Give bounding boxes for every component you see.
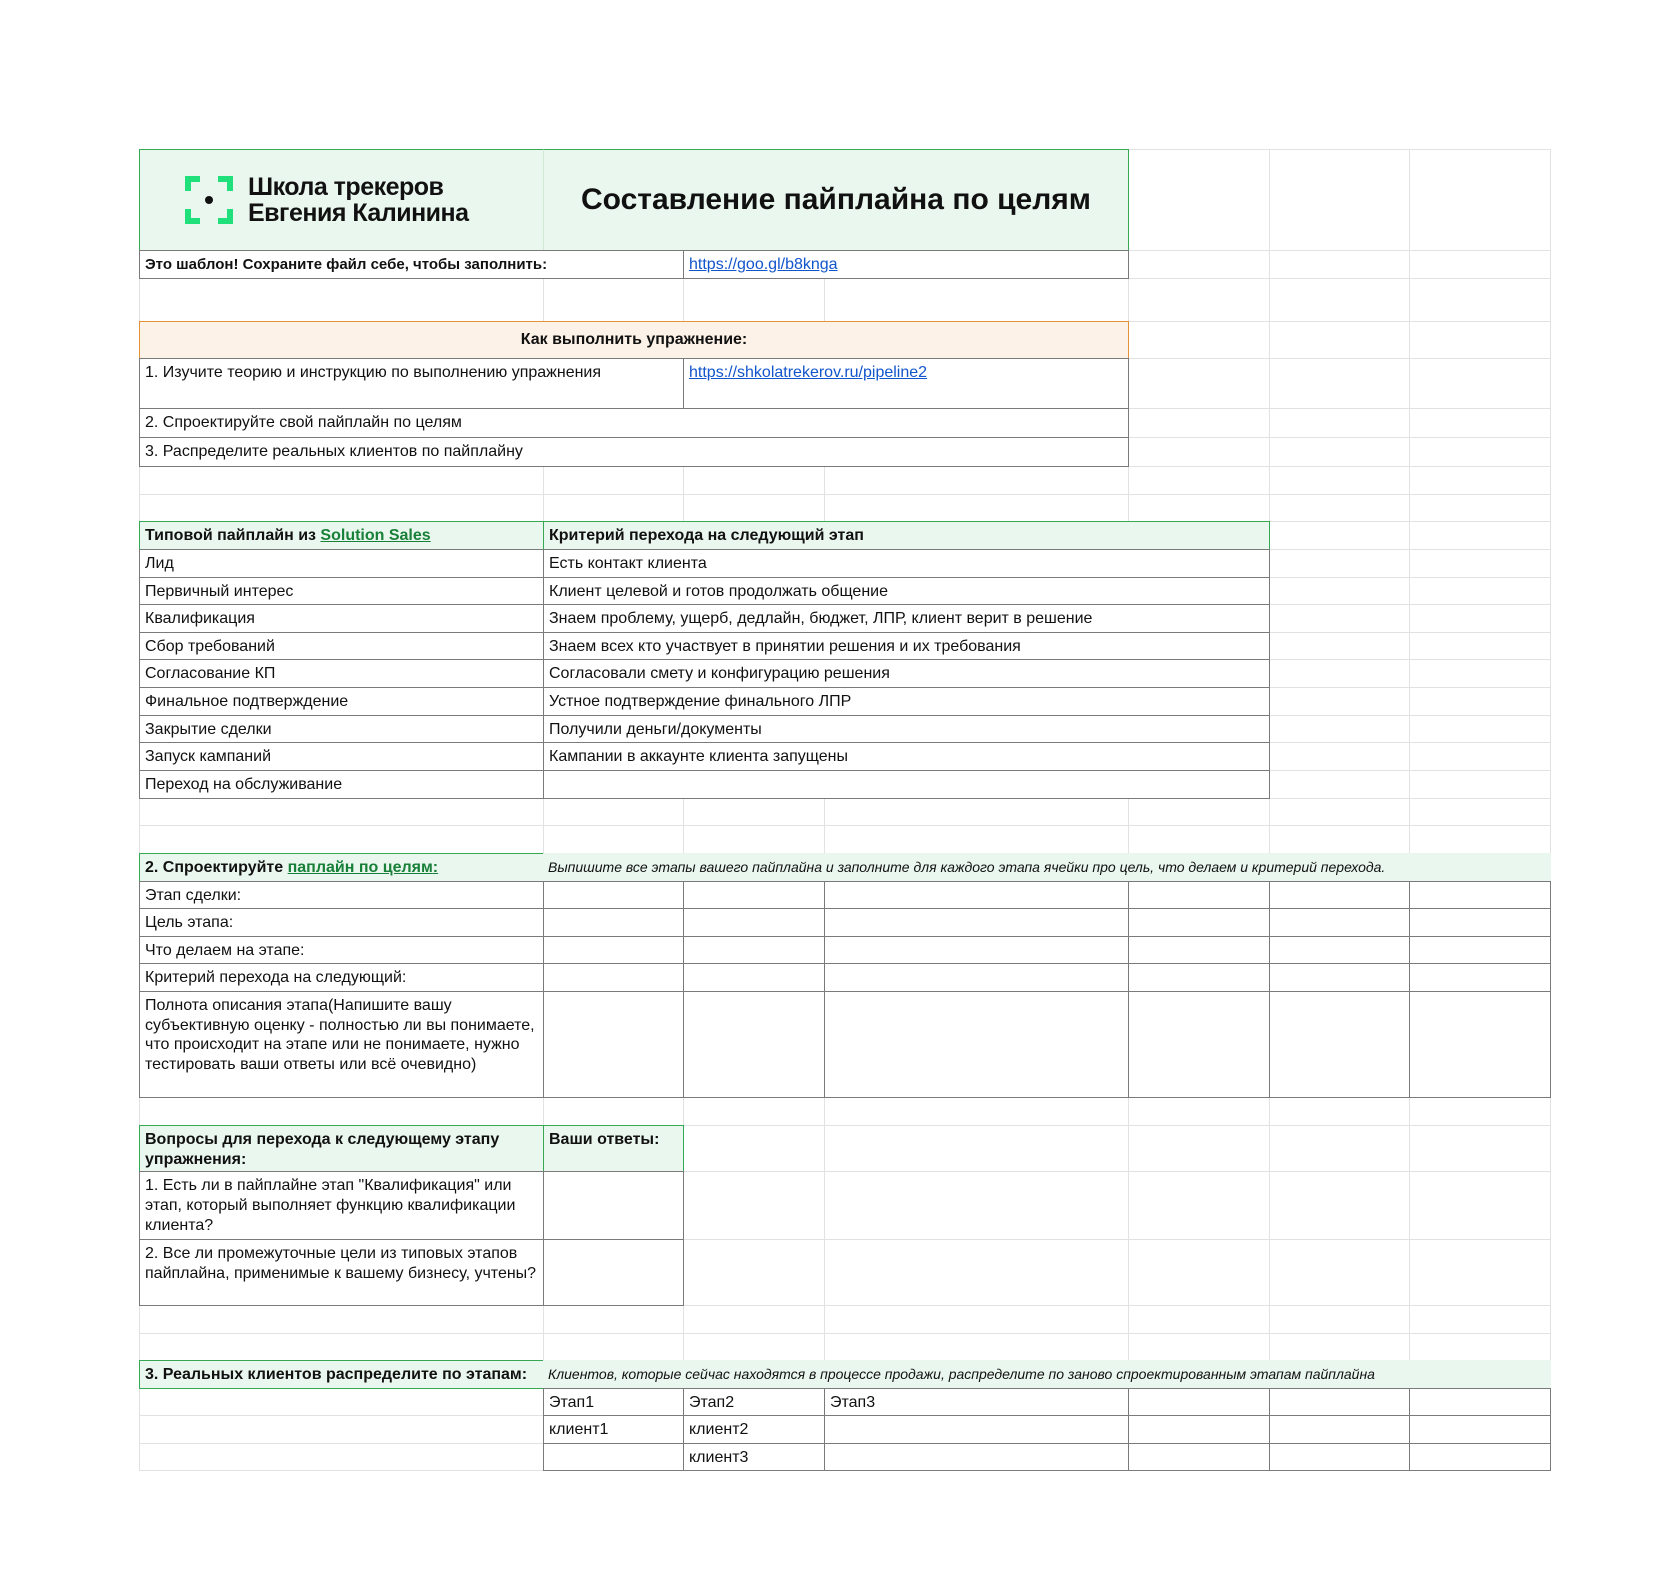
client-grid-cell[interactable]: Этап1 (543, 1388, 684, 1416)
design-input-cell[interactable] (683, 936, 825, 964)
template-link[interactable]: https://goo.gl/b8knga (689, 256, 838, 273)
design-row-label: Полнота описания этапа(Напишите вашу субъективную оценку - полностью ли вы понимаете, что происходит на этапе или не понимаете, нужно тестировать ваши ответы или всё очевидно) (139, 991, 544, 1098)
design-row-label: Цель этапа: (139, 908, 544, 937)
pipeline-stage: Финальное подтверждение (139, 687, 544, 716)
design-input-cell[interactable] (683, 881, 825, 909)
instruction-step-2: 2. Спроектируйте свой пайплайн по целям (139, 408, 1129, 438)
question-item: 2. Все ли промежуточные цели из типовых этапов пайплайна, применимые к вашему бизнесу, учтены? (139, 1239, 544, 1306)
design-input-cell[interactable] (1409, 881, 1551, 909)
client-grid-cell[interactable] (1409, 1443, 1551, 1471)
instruction-link[interactable]: https://shkolatrekerov.ru/pipeline2 (689, 364, 928, 381)
design-input-cell[interactable] (1128, 908, 1270, 937)
pipeline-stage: Запуск кампаний (139, 742, 544, 771)
client-grid-cell[interactable] (1128, 1443, 1270, 1471)
design-input-cell[interactable] (824, 936, 1129, 964)
question-item: 1. Есть ли в пайплайне этап "Квалификация" или этап, который выполняет функцию квалификации клиента? (139, 1171, 544, 1240)
logo-text (248, 174, 469, 226)
gridline (139, 825, 1550, 826)
gridline (1550, 149, 1551, 1470)
logo-cell (139, 149, 544, 251)
design-input-cell[interactable] (1409, 963, 1551, 992)
pipeline-stage: Переход на обслуживание (139, 770, 544, 799)
design-input-cell[interactable] (543, 991, 684, 1098)
design-row-label: Этап сделки: (139, 881, 544, 909)
design-input-cell[interactable] (1269, 936, 1410, 964)
client-grid-cell[interactable] (1409, 1415, 1551, 1444)
design-row-label: Что делаем на этапе: (139, 936, 544, 964)
design-input-cell[interactable] (824, 908, 1129, 937)
pipeline-criterion[interactable]: Знаем проблему, ущерб, дедлайн, бюджет, ЛПР, клиент верит в решение (543, 604, 1270, 633)
gridline (1269, 149, 1270, 1470)
design-input-cell[interactable] (1269, 963, 1410, 992)
typical-pipeline-header (139, 521, 544, 550)
answer-input-cell[interactable] (543, 1239, 684, 1306)
design-input-cell[interactable] (1269, 991, 1410, 1098)
template-link-cell[interactable] (683, 250, 1129, 279)
pipeline-criterion[interactable]: Кампании в аккаунте клиента запущены (543, 742, 1270, 771)
design-input-cell[interactable] (1128, 991, 1270, 1098)
pipeline-criterion[interactable]: Клиент целевой и готов продолжать общение (543, 577, 1270, 605)
design-input-cell[interactable] (824, 881, 1129, 909)
design-input-cell[interactable] (543, 936, 684, 964)
client-grid-cell[interactable]: клиент1 (543, 1415, 684, 1444)
design-row-label: Критерий перехода на следующий: (139, 963, 544, 992)
logo-line1: Школа трекеров (248, 173, 444, 201)
design-input-cell[interactable] (683, 991, 825, 1098)
design-input-cell[interactable] (1128, 936, 1270, 964)
template-notice-label: Это шаблон! Сохраните файл себе, чтобы заполнить: (139, 250, 684, 279)
design-input-cell[interactable] (1269, 881, 1410, 909)
design-input-cell[interactable] (1269, 908, 1410, 937)
typical-pipeline-header-text: Типовой пайплайн из (145, 527, 321, 544)
criteria-header: Критерий перехода на следующий этап (543, 521, 1270, 550)
design-header-text: 2. Спроектируйте (145, 859, 288, 876)
pipeline-stage: Лид (139, 549, 544, 578)
client-grid-cell[interactable]: Этап2 (683, 1388, 825, 1416)
pipeline-criterion[interactable]: Устное подтверждение финального ЛПР (543, 687, 1270, 716)
pipeline-criterion[interactable]: Согласовали смету и конфигурацию решения (543, 659, 1270, 688)
gridline (1409, 149, 1410, 1470)
pipeline-criterion[interactable] (543, 770, 1270, 799)
design-input-cell[interactable] (1409, 908, 1551, 937)
clients-hint: Клиентов, которые сейчас находятся в процессе продажи, распределите по заново спроектированным этапам пайплайна (543, 1360, 1551, 1389)
pipeline-stage: Сбор требований (139, 632, 544, 660)
design-input-cell[interactable] (543, 881, 684, 909)
client-grid-cell[interactable]: Этап3 (824, 1388, 1129, 1416)
gridline (139, 494, 1550, 495)
pipeline-stage: Согласование КП (139, 659, 544, 688)
client-grid-cell[interactable] (543, 1443, 684, 1471)
design-input-cell[interactable] (1128, 963, 1270, 992)
instructions-title: Как выполнить упражнение: (139, 321, 1129, 359)
pipeline-criterion[interactable]: Получили деньги/документы (543, 715, 1270, 743)
client-grid-cell[interactable]: клиент2 (683, 1415, 825, 1444)
design-header-suffix: : (432, 859, 439, 876)
client-grid-cell[interactable] (1409, 1388, 1551, 1416)
clients-header: 3. Реальных клиентов распределите по этапам: (139, 1360, 544, 1389)
design-input-cell[interactable] (824, 991, 1129, 1098)
pipeline-criterion[interactable]: Знаем всех кто участвует в принятии решения и их требования (543, 632, 1270, 660)
design-header (139, 853, 544, 882)
client-grid-cell[interactable] (1128, 1388, 1270, 1416)
instruction-step-1: 1. Изучите теорию и инструкцию по выполнению упражнения (139, 358, 684, 409)
design-input-cell[interactable] (543, 908, 684, 937)
instruction-step-3: 3. Распределите реальных клиентов по пайплайну (139, 437, 1129, 467)
design-input-cell[interactable] (683, 908, 825, 937)
logo-bracket-icon (184, 175, 234, 225)
client-grid-cell[interactable] (824, 1443, 1129, 1471)
pipeline-goals-link[interactable]: паплайн по целям (287, 859, 433, 876)
design-input-cell[interactable] (1128, 881, 1270, 909)
instruction-link-cell[interactable] (683, 358, 1129, 409)
pipeline-stage: Закрытие сделки (139, 715, 544, 743)
page-title: Составление пайплайна по целям (543, 149, 1129, 251)
answer-input-cell[interactable] (543, 1171, 684, 1240)
solution-sales-link[interactable]: Solution Sales (320, 527, 431, 544)
pipeline-criterion[interactable]: Есть контакт клиента (543, 549, 1270, 578)
client-grid-cell[interactable] (1269, 1388, 1410, 1416)
design-input-cell[interactable] (1409, 991, 1551, 1098)
client-grid-cell[interactable] (1269, 1415, 1410, 1444)
design-input-cell[interactable] (1409, 936, 1551, 964)
design-input-cell[interactable] (543, 963, 684, 992)
pipeline-stage: Первичный интерес (139, 577, 544, 605)
client-grid-cell[interactable] (1128, 1415, 1270, 1444)
design-hint: Выпишите все этапы вашего пайплайна и заполните для каждого этапа ячейки про цель, что делаем и критерий перехода. (543, 853, 1551, 882)
questions-header: Вопросы для перехода к следующему этапу упражнения: (139, 1125, 544, 1172)
client-grid-cell[interactable] (824, 1415, 1129, 1444)
design-input-cell[interactable] (824, 963, 1129, 992)
design-input-cell[interactable] (683, 963, 825, 992)
client-grid-cell[interactable]: клиент3 (683, 1443, 825, 1471)
pipeline-stage: Квалификация (139, 604, 544, 633)
logo-line2: Евгения Калинина (248, 199, 469, 227)
gridline (139, 1333, 1550, 1334)
answers-header: Ваши ответы: (543, 1125, 684, 1172)
client-grid-cell[interactable] (1269, 1443, 1410, 1471)
